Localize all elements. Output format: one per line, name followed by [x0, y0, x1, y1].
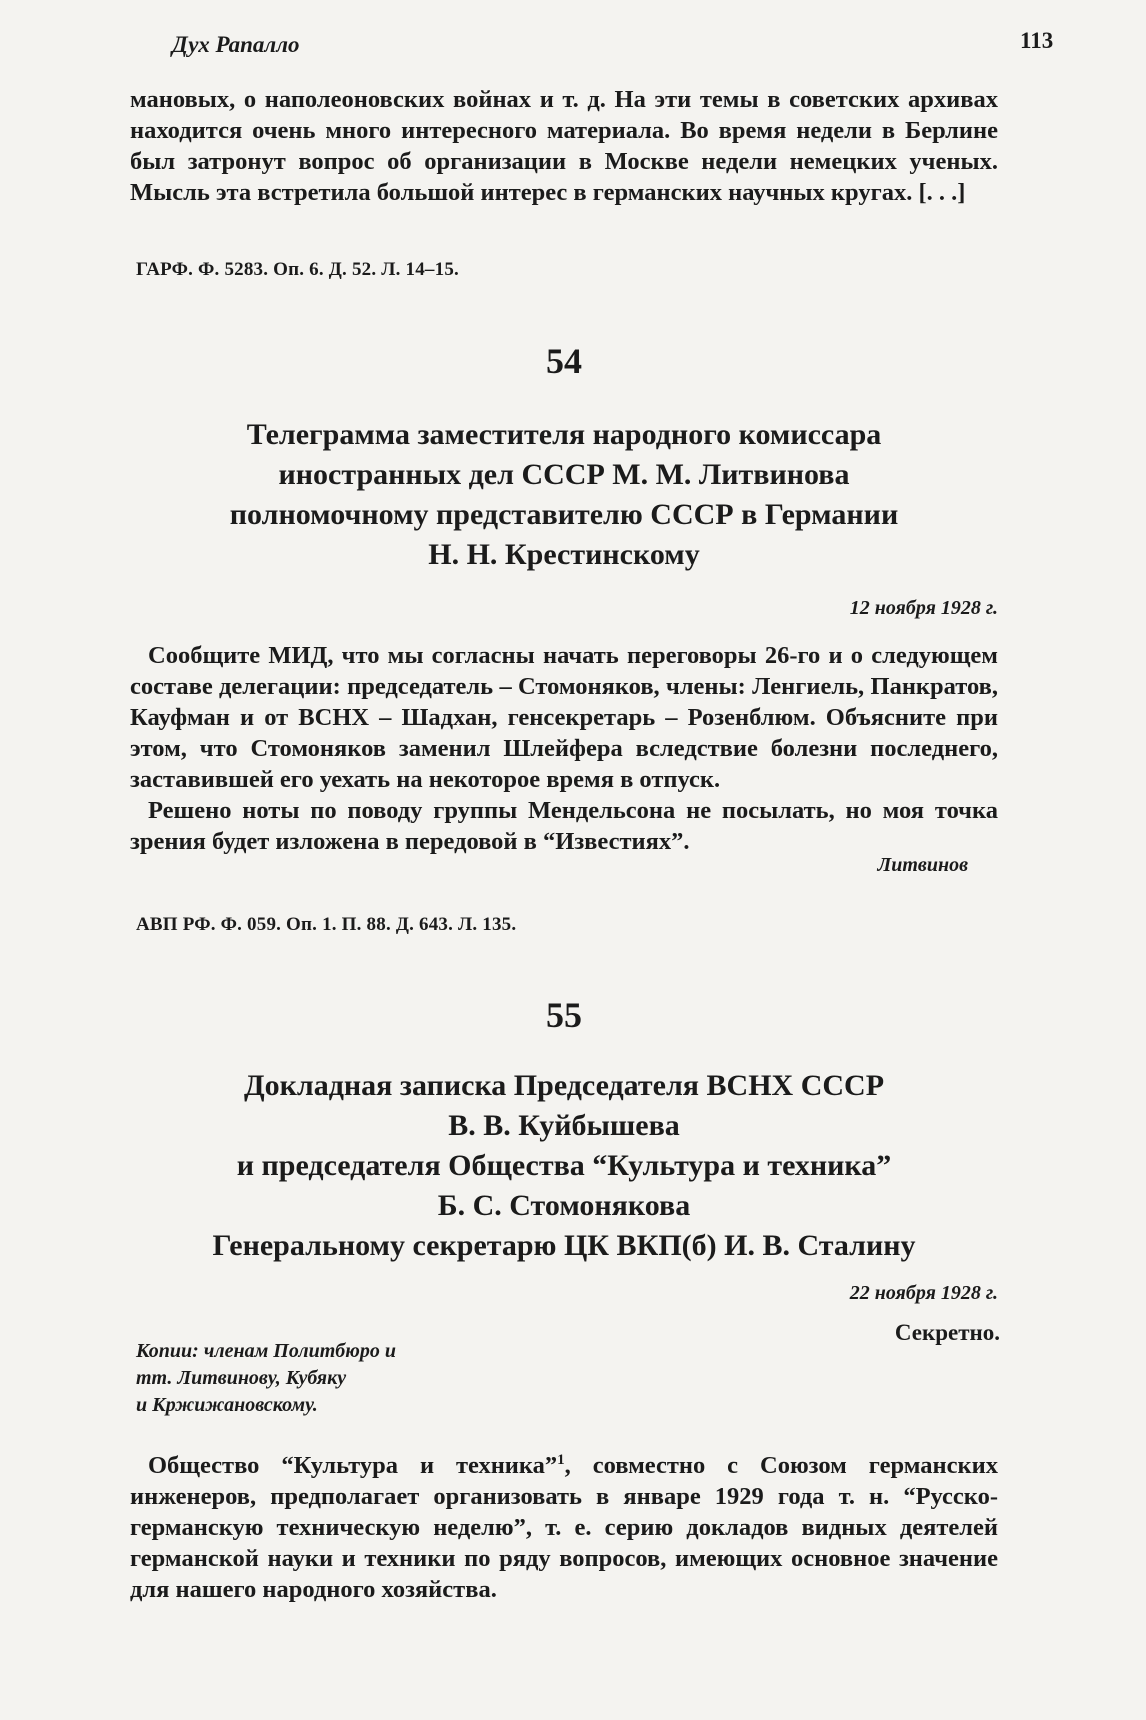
doc54-paragraph-1: Сообщите МИД, что мы согласны начать переговоры 26-го и о следующем составе делегации: председатель – Стомоняков, члены: Ленгиель, Панкратов, Кауфман и от ВСНХ – Шадхан, генсекретарь – Розенблюм. Объясните при этом, что Стомоняков заменил Шлейфера вследствие болезни последнего, заставившей его уехать на некоторое время в отпуск.	[130, 642, 998, 793]
doc54-number: 54	[546, 341, 582, 381]
doc55-title-line-2: В. В. Куйбышева	[448, 1109, 680, 1142]
doc55-paragraph-rest: , совместно с Союзом германских инженеров, предполагает организовать в январе 1929 года т. н. “Русско-германскую техническую неделю”, т. е. серию докладов видных деятелей германской науки и техники по ряду вопросов, имеющих основное значение для нашего народного хозяйства.	[130, 1452, 998, 1604]
doc54-body	[130, 640, 998, 857]
doc55-paragraph-start: Общество “Культура и техника”	[148, 1452, 558, 1480]
doc55-copies-line-2: тт. Литвинову, Кубяку	[136, 1367, 347, 1389]
intro-block	[130, 84, 998, 208]
doc54-date: 12 ноября 1928 г.	[849, 597, 998, 619]
doc55-date: 22 ноября 1928 г.	[849, 1282, 998, 1304]
intro-source: ГАРФ. Ф. 5283. Оп. 6. Д. 52. Л. 14–15.	[136, 259, 459, 280]
doc55-paragraph	[130, 1445, 998, 1605]
doc55-number: 55	[546, 995, 582, 1035]
doc55-copies-line-3: и Кржижановскому.	[136, 1394, 318, 1416]
doc54-signature: Литвинов	[877, 854, 968, 876]
doc55-body	[130, 1445, 998, 1605]
doc55-title-line-1: Докладная записка Председателя ВСНХ СССР	[243, 1069, 885, 1102]
doc55-copies	[136, 1338, 396, 1419]
doc54-title-line-3: полномочному представителю СССР в Германии	[229, 498, 899, 531]
footnote-mark: 1	[557, 1452, 565, 1468]
page-number: 113	[1020, 28, 1054, 53]
doc54-title-line-4: Н. Н. Крестинскому	[428, 538, 700, 571]
doc54-title-line-2: иностранных дел СССР М. М. Литвинова	[278, 458, 850, 491]
doc55-title-line-3: и председателя Общества “Культура и техника”	[236, 1149, 892, 1182]
running-title: Дух Рапалло	[172, 32, 300, 57]
doc54-title	[130, 415, 998, 575]
doc55-title-line-4: Б. С. Стомонякова	[437, 1189, 691, 1222]
doc55-classification: Секретно.	[894, 1320, 1000, 1345]
intro-paragraph: мановых, о наполеоновских войнах и т. д. На эти темы в советских архивах находится очень много интересного материала. Во время недели в Берлине был затронут вопрос об организации в Москве недели немецких ученых. Мысль эта встретила большой интерес в германских научных кругах. [. . .]	[130, 86, 998, 206]
doc54-title-line-1: Телеграмма заместителя народного комиссара	[246, 418, 882, 451]
doc55-copies-line-1: Копии: членам Политбюро и	[136, 1340, 396, 1362]
doc55-title	[130, 1066, 998, 1266]
doc54-source: АВП РФ. Ф. 059. Оп. 1. П. 88. Д. 643. Л. 135.	[136, 914, 517, 935]
doc55-title-line-5: Генеральному секретарю ЦК ВКП(б) И. В. Сталину	[212, 1229, 916, 1262]
doc54-paragraph-2: Решено ноты по поводу группы Мендельсона не посылать, но моя точка зрения будет изложена в передовой в “Известиях”.	[130, 797, 998, 855]
